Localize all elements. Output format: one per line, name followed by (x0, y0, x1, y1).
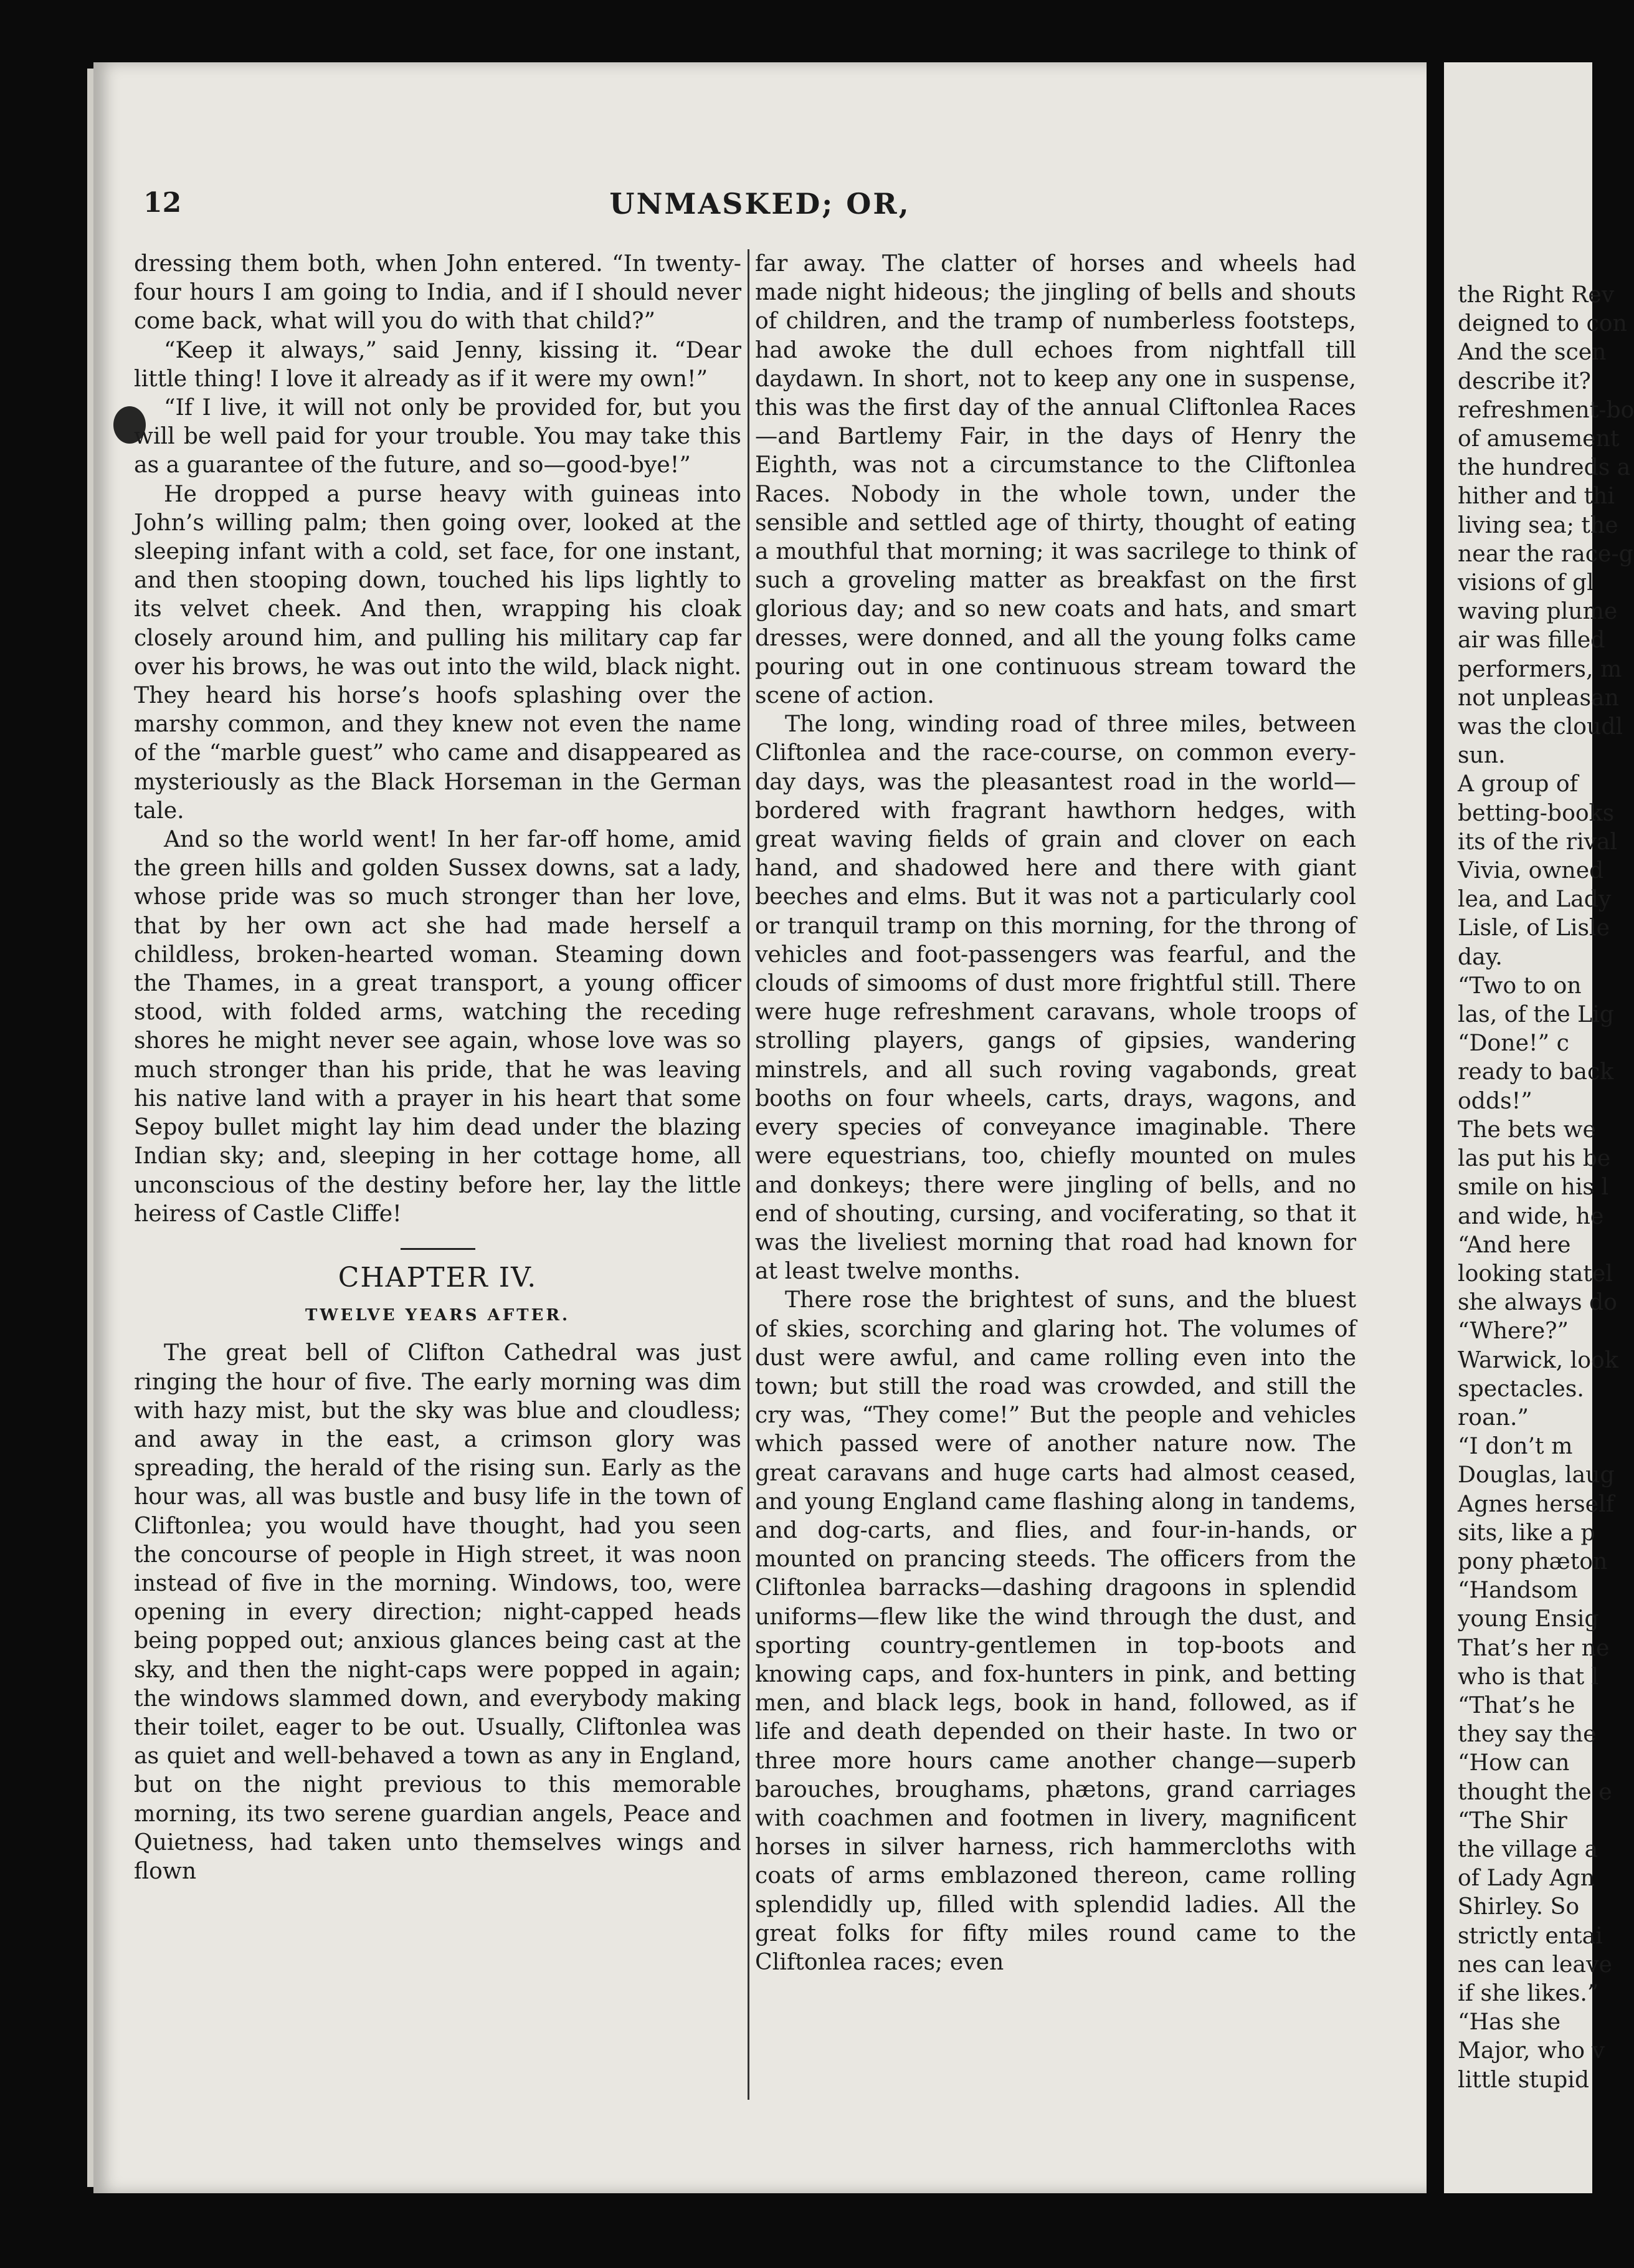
paragraph: There rose the brightest of suns, and the bluest of skies, scorching and glaring hot. The volumes of dust were awful, and came rolling even into the town; but still the road was crowded, and still the cry was, “They come!” But the people and vehicles which passed were of another nature now. The great caravans and huge carts had almost ceased, and young England came flashing along in tandems, and dog-carts, and flies, and four-in-hands, or mounted on prancing steeds. The officers from the Cliftonlea barracks—dashing dragoons in splendid uniforms—flew like the wind through the dust, and sporting country-gentlemen in top-boots and knowing caps, and fox-hunters in pink, and betting men, and black legs, book in hand, followed, as if life and death depended on their haste. In two or three more hours came another change—superb barouches, broughams, phætons, grand carriages with coachmen and footmen in livery, magnificent horses in silver harness, rich hammercloths with coats of arms emblazoned thereon, came rolling splendidly up, filled with splendid ladies. All the great folks for fifty miles round came to the Cliftonlea races; even (755, 1286, 1356, 1975)
running-head: UNMASKED; OR, (609, 187, 911, 221)
strip-line: Agnes herself (1458, 1490, 1615, 1517)
page-header (143, 187, 1377, 231)
strip-line: day. (1458, 943, 1503, 970)
strip-line: air was filled (1458, 626, 1605, 654)
strip-line: she always do (1458, 1289, 1617, 1316)
strip-line: the village a (1458, 1835, 1598, 1862)
strip-line: “Two to on (1458, 971, 1582, 999)
paragraph: “If I live, it will not only be provided for, but you will be well paid for your trouble. You may take this as a guarantee of the future, and so—good-bye!” (134, 394, 741, 479)
strip-line: “Done!” c (1458, 1029, 1569, 1057)
strip-line: lea, and Lady (1458, 885, 1612, 913)
column-left (134, 249, 741, 1885)
strip-line: Major, who v (1458, 2037, 1605, 2064)
strip-line: smile on his l (1458, 1173, 1609, 1201)
strip-line: “I don’t m (1458, 1432, 1573, 1460)
strip-line: and wide, he (1458, 1202, 1604, 1229)
strip-line: of Lady Agn (1458, 1864, 1595, 1892)
strip-line: sits, like a p (1458, 1518, 1595, 1546)
column-right (755, 249, 1356, 1976)
strip-line: young Ensig (1458, 1605, 1599, 1632)
paragraph: The long, winding road of three miles, between Cliftonlea and the race-course, on common every-day days, was the pleasantest road in the world—bordered with fragrant hawthorn hedges, with great waving fields of grain and clover on each hand, and shadowed here and there with giant beeches and elms. But it was not a particularly cool or tranquil tramp on this morning, for the throng of vehicles and foot-passengers was fearful, and the clouds of simooms of dust more frightful still. There were huge refreshment caravans, whole troops of strolling players, gangs of gipsies, wandering minstrels, and all such roving vagabonds, great booths on four wheels, carts, drays, wagons, and every species of conveyance imaginable. There were equestrians, too, chiefly mounted on mules and donkeys; there were jingling of bells, and no end of shouting, cursing, and vociferating, so that it was the liveliest morning that road had known for at least twelve months. (755, 710, 1356, 1285)
strip-line: they say the (1458, 1720, 1597, 1748)
strip-line: was the cloudl (1458, 713, 1623, 740)
strip-line: “Where?” (1458, 1317, 1569, 1345)
chapter-subtitle: TWELVE YEARS AFTER. (305, 1306, 571, 1325)
strip-line: “Handsom (1458, 1576, 1578, 1604)
strip-line: A group of (1458, 770, 1579, 798)
next-page-text (1444, 280, 1634, 2094)
strip-line: strictly entai (1458, 1922, 1603, 1949)
strip-line: Warwick, look (1458, 1346, 1618, 1373)
strip-line: its of the rival (1458, 827, 1618, 855)
strip-line: pony phæton (1458, 1547, 1608, 1575)
strip-line: And the scen (1458, 338, 1607, 366)
strip-line: near the race-g (1458, 540, 1633, 567)
strip-line: nes can leave (1458, 1950, 1612, 1978)
strip-line: Vivia, owned (1458, 857, 1604, 884)
strip-line: little stupid (1458, 2066, 1590, 2093)
strip-line: deigned to con (1458, 310, 1627, 337)
strip-line: not unpleasan (1458, 684, 1619, 711)
strip-line: waving plume (1458, 598, 1618, 625)
strip-line: betting-books (1458, 799, 1615, 826)
strip-line: las, of the Lig (1458, 1001, 1614, 1028)
strip-line: the Right Rev (1458, 281, 1615, 308)
strip-line: ready to back (1458, 1058, 1614, 1085)
strip-line: living sea; the (1458, 511, 1618, 538)
strip-line: The bets we (1458, 1115, 1596, 1143)
strip-line: of amusement (1458, 425, 1620, 452)
paragraph: far away. The clatter of horses and wheels had made night hideous; the jingling of bells and shouts of children, and the tramp of numberless footsteps, had awoke the dull echoes from nightfall till daydawn. In short, not to keep any one in suspense, this was the first day of the annual Cliftonlea Races—and Bartlemy Fair, in the days of Henry the Eighth, was not a circumstance to the Cliftonlea Races. Nobody in the whole town, under the sensible and settled age of thirty, thought of eating a mouthful that morning; it was sacrilege to think of such a groveling matter as breakfast on the first glorious day; and so new coats and hats, and smart dresses, were donned, and all the young folks came pouring out in one continuous stream toward the scene of action. (755, 250, 1356, 709)
strip-line: the hundreds a (1458, 454, 1631, 481)
strip-line: “Has she (1458, 2008, 1560, 2036)
strip-line: “That’s he (1458, 1691, 1575, 1718)
paragraph: The great bell of Clifton Cathedral was just ringing the hour of five. The early morning was dim with hazy mist, but the sky was blue and cloudless; and away in the east, a crimson glory was spreading, the herald of the rising sun. Early as the hour was, all was bustle and busy life in the town of Cliftonlea; you would have thought, had you seen the concourse of people in High street, it was noon instead of five in the morning. Windows, too, were opening in every direction; night-capped heads being popped out; anxious glances being cast at the sky, and then the night-caps were popped in again; the windows slammed down, and everybody making their toilet, eager to be out. Usually, Cliftonlea was as quiet and well-behaved a town as any in England, but on the night previous to this memorable morning, its two serene guardian angels, Peace and Quietness, had taken unto themselves wings and flown (134, 1339, 741, 1884)
strip-line: odds!” (1458, 1087, 1532, 1114)
strip-line: hither and thi (1458, 482, 1615, 510)
strip-line: “And here (1458, 1231, 1571, 1258)
strip-line: las put his be (1458, 1145, 1611, 1172)
chapter-title: CHAPTER IV. (338, 1261, 538, 1294)
strip-line: describe it? (1458, 367, 1591, 394)
strip-line: “The Shir (1458, 1806, 1567, 1834)
strip-line: Shirley. So (1458, 1893, 1580, 1920)
paragraph: And so the world went! In her far-off home, amid the green hills and golden Sussex downs, sat a lady, whose pride was so much stronger than her love, that by her own act she had made herself a childless, broken-hearted woman. Steaming down the Thames, in a great transport, a young officer stood, with folded arms, watching the receding shores he might never see again, whose love was so much stronger than his pride, that he was leaving his native land with a prayer in his heart that some Sepoy bullet might lay him dead under the blazing Indian sky; and, sleeping in her cottage home, all unconscious of the destiny before her, lay the little heiress of Castle Cliffe! (134, 826, 741, 1227)
strip-line: visions of gl (1458, 569, 1594, 596)
strip-line: roan.” (1458, 1403, 1529, 1431)
next-page-strip (1444, 62, 1634, 2193)
strip-line: performers, m (1458, 655, 1622, 682)
strip-line: looking statel (1458, 1259, 1613, 1287)
paragraph: “Keep it always,” said Jenny, kissing it. “Dear little thing! I love it already as if it were my own!” (134, 336, 741, 392)
strip-line: “How can (1458, 1749, 1570, 1776)
strip-line: refreshment-bo (1458, 396, 1634, 423)
strip-line: thought the e (1458, 1778, 1612, 1805)
column-divider (748, 249, 749, 2100)
strip-line: spectacles. (1458, 1375, 1584, 1402)
strip-line: sun. (1458, 741, 1506, 769)
strip-line: who is that l (1458, 1662, 1599, 1690)
strip-line: if she likes.” (1458, 1979, 1599, 2006)
page-number: 12 (143, 187, 182, 219)
strip-line: Douglas, laug (1458, 1461, 1615, 1489)
chapter-rule (401, 1248, 475, 1250)
paragraph: dressing them both, when John entered. “In twenty-four hours I am going to India, and if I should never come back, what will you do with that child?” (134, 250, 741, 335)
paragraph: He dropped a purse heavy with guineas into John’s willing palm; then going over, looked at the sleeping infant with a cold, set face, for one instant, and then stooping down, touched his lips lightly to its velvet cheek. And then, wrapping his cloak closely around him, and pulling his military cap far over his brows, he was out into the wild, black night. They heard his horse’s hoofs splashing over the marshy common, and they knew not even the name of the “marble guest” who came and disappeared as mysteriously as the Black Horseman in the German tale. (134, 480, 741, 824)
strip-line: Lisle, of Lisle (1458, 914, 1610, 941)
strip-line: That’s her ne (1458, 1634, 1610, 1661)
